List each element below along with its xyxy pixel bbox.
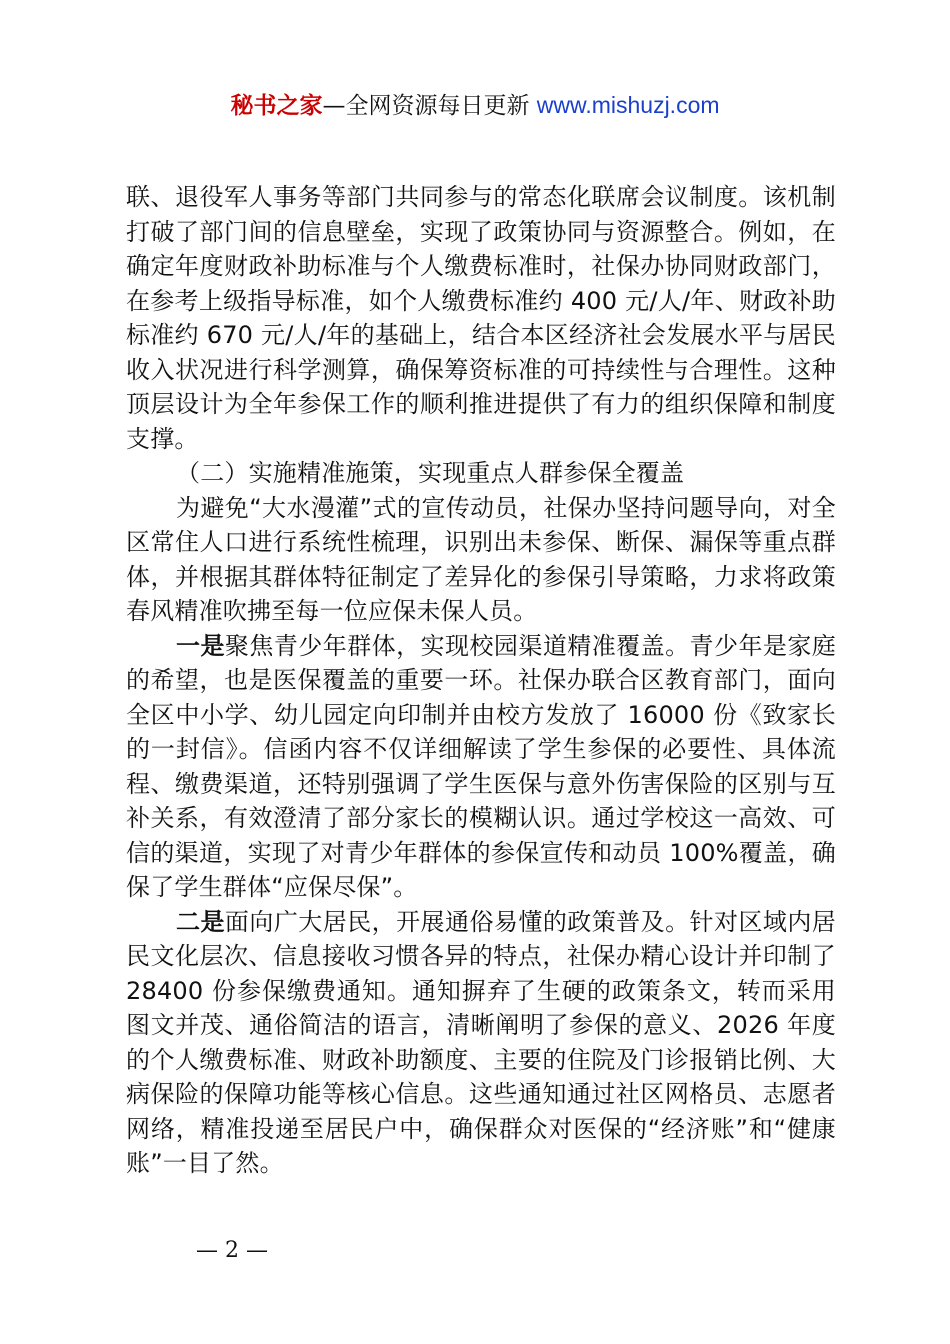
paragraph-3-lead: 一是 — [176, 631, 225, 660]
paragraph-4 — [126, 905, 836, 1181]
site-brand: 秘书之家 — [230, 93, 323, 119]
paragraph-4-lead: 二是 — [176, 907, 225, 936]
section-heading-2: （二）实施精准施策，实现重点人群参保全覆盖 — [176, 459, 685, 487]
paragraph-3 — [126, 629, 836, 905]
paragraph-1: 联、退役军人事务等部门共同参与的常态化联席会议制度。该机制打破了部门间的信息壁垒，实现了政策协同与资源整合。例如，在确定年度财政补助标准与个人缴费标准时，社保办协同财政部门，在参考上级指导标准，如个人缴费标准约 400 元/人/年、财政补助标准约 670 元/人/年的基础上，结合本区经济社会发展水平与居民收入状况进行科学测算，确保筹资标准的可持续性与合理性。这种顶层设计为全年参保工作的顺利推进提供了有力的组织保障和制度支撑。 — [126, 183, 836, 453]
site-header — [0, 88, 950, 123]
site-url[interactable]: www.mishuzj.com — [536, 92, 720, 118]
paragraph-3-text: 聚焦青少年群体，实现校园渠道精准覆盖。青少年是家庭的希望，也是医保覆盖的重要一环。社保办联合区教育部门，面向全区中小学、幼儿园定向印制并由校方发放了 16000 份《致家长的一封信》。信函内容不仅详细解读了学生参保的必要性、具体流程、缴费渠道，还特别强调了学生医保与意外伤害保险的区别与互补关系，有效澄清了部分家长的模糊认识。通过学校这一高效、可信的渠道，实现了对青少年群体的参保宣传和动员 100%覆盖，确保了学生群体“应保尽保”。 — [126, 631, 837, 901]
document-body — [126, 180, 836, 1181]
page-number: — 2 — — [196, 1238, 268, 1263]
paragraph-4-text: 面向广大居民，开展通俗易懂的政策普及。针对区域内居民文化层次、信息接收习惯各异的特点，社保办精心设计并印制了 28400 份参保缴费通知。通知摒弃了生硬的政策条文，转而采用图文并茂、通俗简洁的语言，清晰阐明了参保的意义、2026 年度的个人缴费标准、财政补助额度、主要的住院及门诊报销比例、大病保险的保障功能等核心信息。这些通知通过社区网格员、志愿者网络，精准投递至居民户中，确保群众对医保的“经济账”和“健康账”一目了然。 — [126, 907, 837, 1177]
paragraph-2: 为避免“大水漫灌”式的宣传动员，社保办坚持问题导向，对全区常住人口进行系统性梳理，识别出未参保、断保、漏保等重点群体，并根据其群体特征制定了差异化的参保引导策略，力求将政策春风精准吹拂至每一位应保未保人员。 — [126, 493, 836, 625]
site-tagline: —全网资源每日更新 — [322, 93, 537, 119]
